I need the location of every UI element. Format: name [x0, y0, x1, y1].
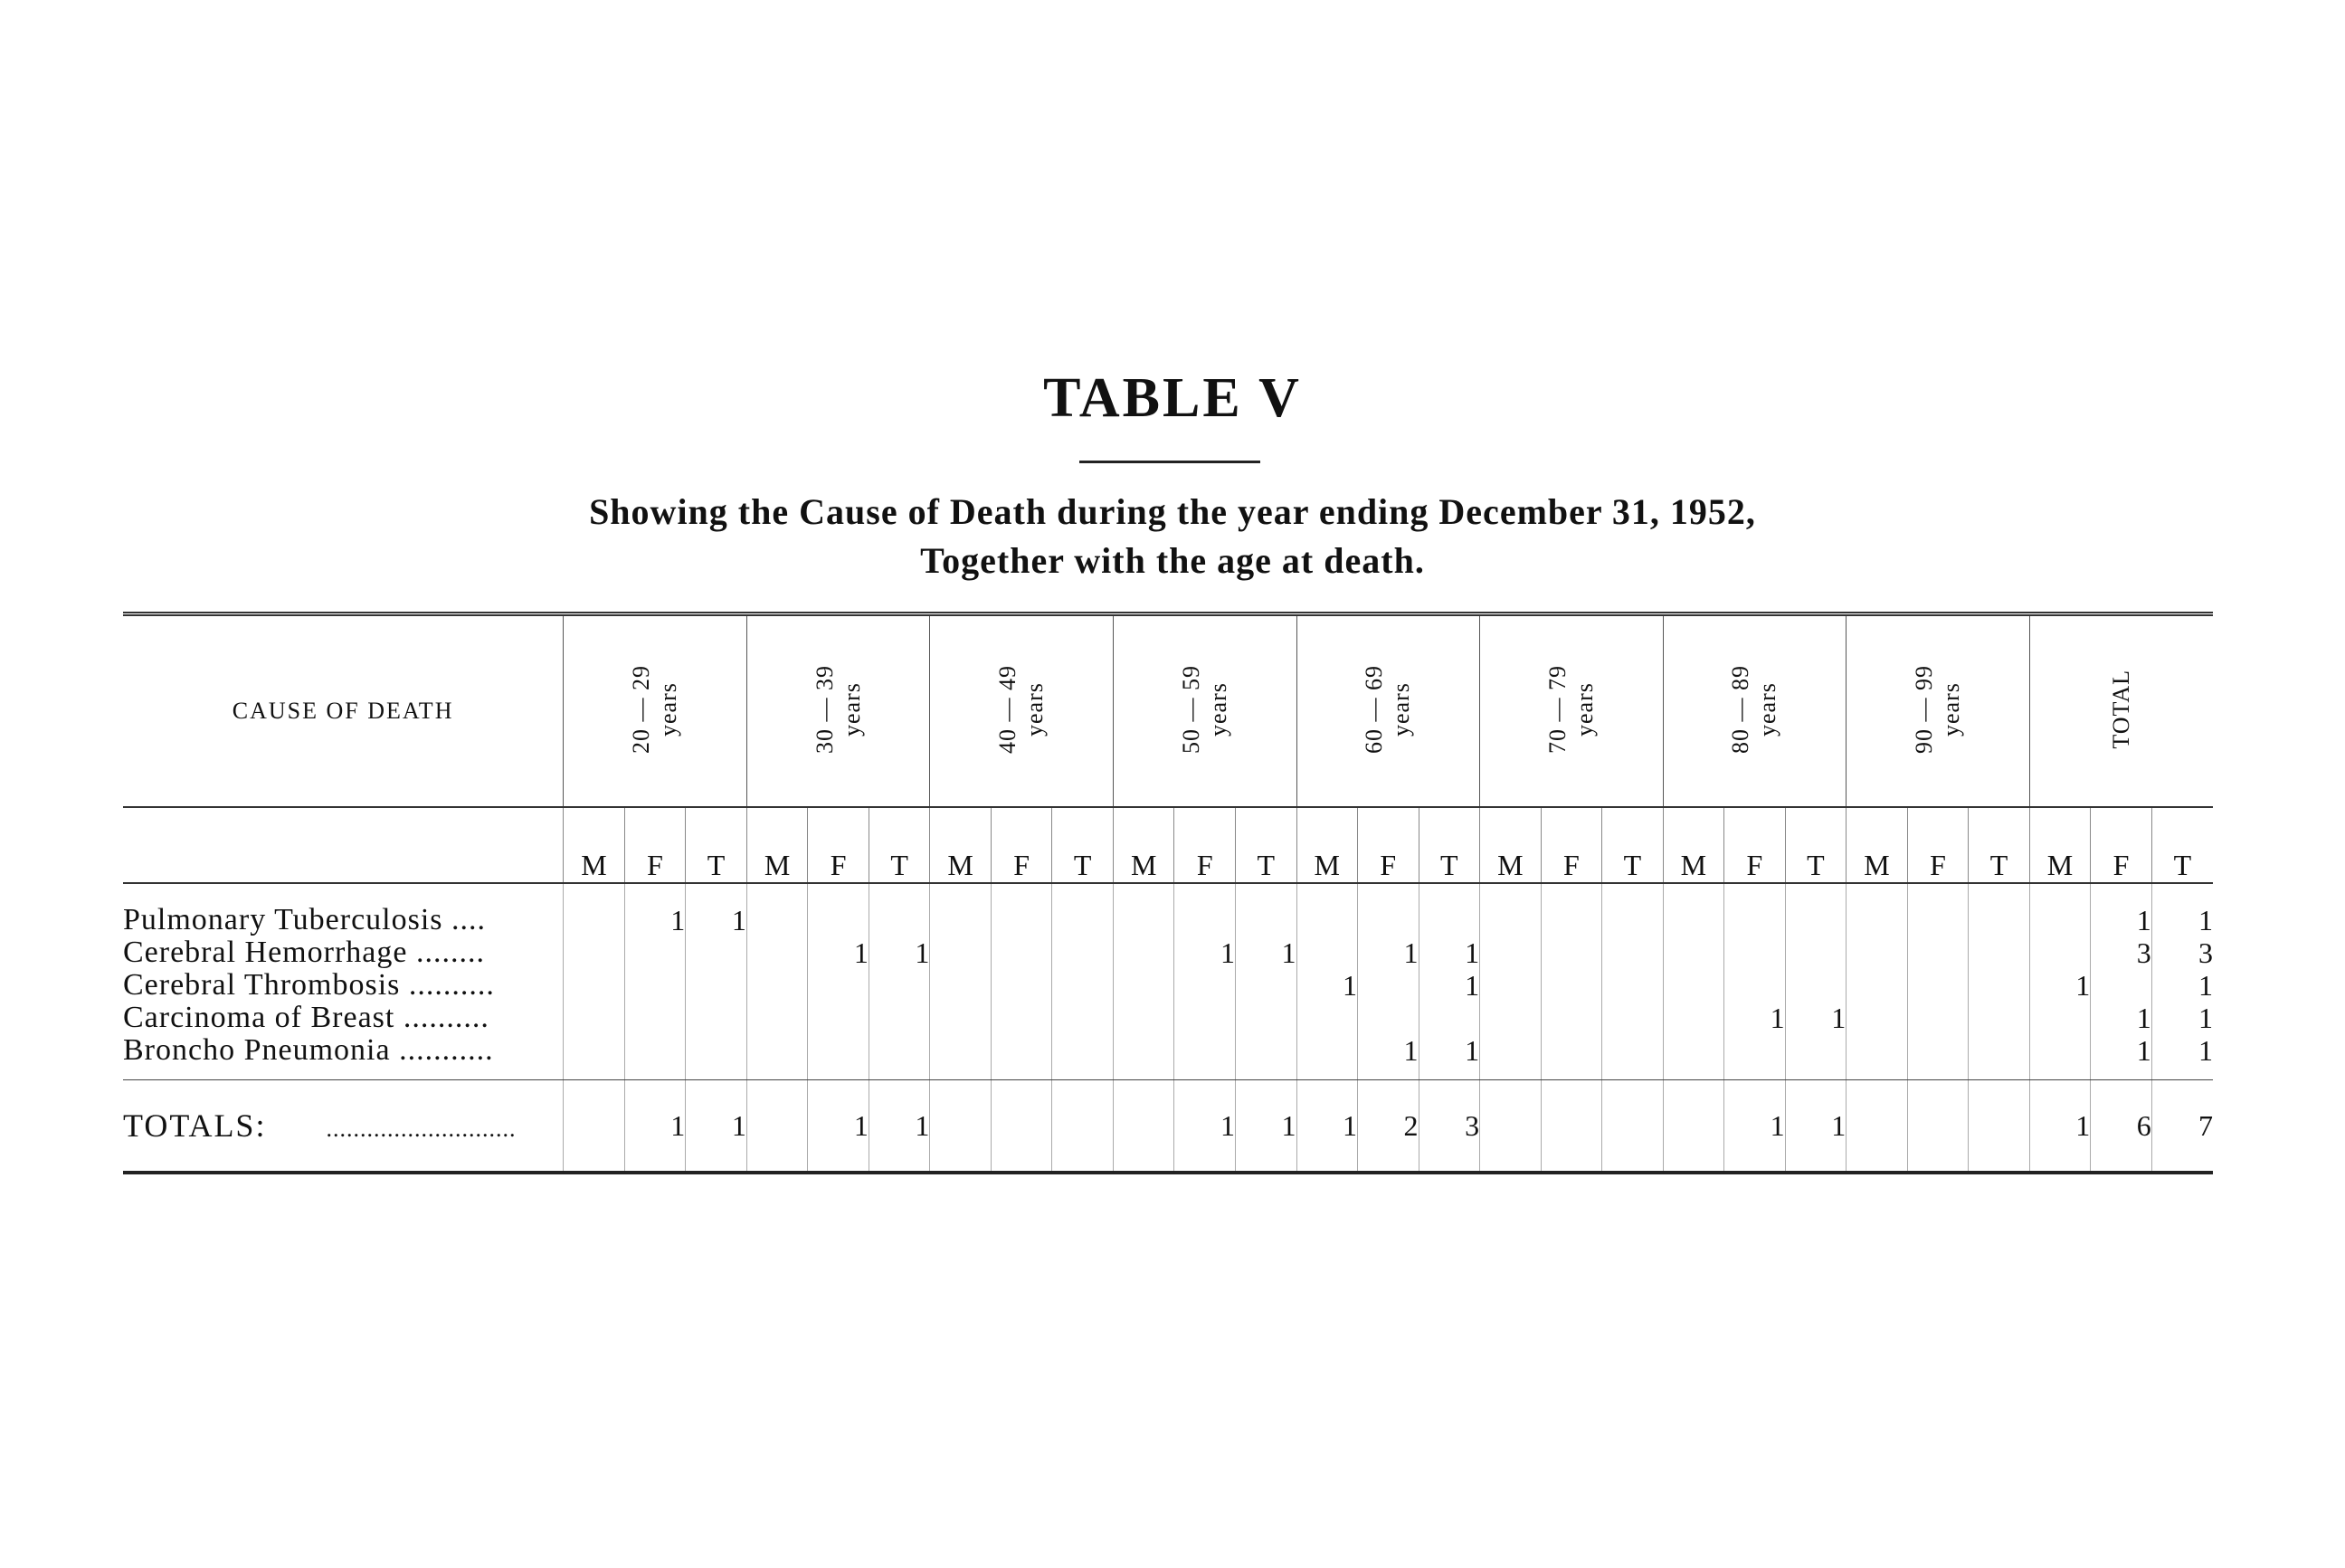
- count-cell: 1: [1358, 936, 1419, 969]
- count-cell: [1969, 969, 2030, 1002]
- count-cell: [746, 1002, 808, 1034]
- count-cell: [1113, 936, 1174, 969]
- count-cell: 1: [2029, 969, 2091, 1002]
- cause-label: Pulmonary Tuberculosis ....: [123, 903, 487, 936]
- count-cell: [1907, 969, 1969, 1002]
- count-cell: [624, 936, 686, 969]
- count-cell: [1663, 969, 1724, 1002]
- age-unit-label: years: [1937, 681, 1964, 736]
- count-cell: [686, 1034, 747, 1080]
- count-cell: [1480, 883, 1542, 936]
- sex-header-cell: T: [2151, 807, 2213, 883]
- count-cell: 1: [1419, 936, 1480, 969]
- count-cell: [1541, 1034, 1602, 1080]
- sex-header-cell: M: [2029, 807, 2091, 883]
- count-cell: [1785, 969, 1847, 1002]
- total-count-cell: [1052, 1080, 1114, 1174]
- count-cell: [930, 1034, 992, 1080]
- count-cell: 1: [2091, 1034, 2152, 1080]
- sex-header-cell: F: [624, 807, 686, 883]
- sex-header-cell: T: [1419, 807, 1480, 883]
- count-cell: [1541, 936, 1602, 969]
- count-cell: [746, 969, 808, 1002]
- age-group-header: [1296, 614, 1480, 808]
- count-cell: [1052, 936, 1114, 969]
- table-row: [123, 1002, 2213, 1034]
- total-count-cell: 6: [2091, 1080, 2152, 1174]
- age-range-label: 20 — 29: [628, 664, 655, 754]
- count-cell: 3: [2091, 936, 2152, 969]
- count-cell: [869, 1034, 930, 1080]
- age-unit-label: years: [1571, 681, 1598, 736]
- count-cell: [564, 1002, 625, 1034]
- count-cell: [1663, 936, 1724, 969]
- total-count-cell: [991, 1080, 1052, 1174]
- count-cell: [991, 883, 1052, 936]
- sex-header-cell: M: [1113, 807, 1174, 883]
- age-range-label: 70 — 79: [1543, 664, 1571, 754]
- count-cell: [2029, 883, 2091, 936]
- count-cell: [2029, 1034, 2091, 1080]
- sex-header-cell: T: [1052, 807, 1114, 883]
- count-cell: [746, 1034, 808, 1080]
- count-cell: [2091, 969, 2152, 1002]
- count-cell: [1724, 1034, 1786, 1080]
- count-cell: [1113, 969, 1174, 1002]
- cause-label: Cerebral Hemorrhage ........: [123, 936, 485, 969]
- count-cell: [1296, 936, 1358, 969]
- count-cell: [1907, 1034, 1969, 1080]
- count-cell: [686, 936, 747, 969]
- total-count-cell: 1: [1235, 1080, 1296, 1174]
- totals-row: [123, 1080, 2213, 1174]
- count-cell: [624, 1002, 686, 1034]
- count-cell: [1296, 1034, 1358, 1080]
- age-group-header: [1663, 614, 1847, 808]
- count-cell: [1847, 883, 1908, 936]
- count-cell: [1907, 936, 1969, 969]
- blank-cell: [123, 807, 564, 883]
- count-cell: [1847, 936, 1908, 969]
- count-cell: [930, 936, 992, 969]
- count-cell: 1: [1235, 936, 1296, 969]
- count-cell: 1: [1419, 969, 1480, 1002]
- age-unit-label: years: [1204, 681, 1231, 736]
- leader-dots: ............................: [326, 1116, 517, 1142]
- sex-header-row: [123, 807, 2213, 883]
- count-cell: [1296, 883, 1358, 936]
- age-unit-label: years: [838, 681, 865, 736]
- count-cell: [991, 1002, 1052, 1034]
- totals-label-cell: [123, 1080, 564, 1174]
- count-cell: 1: [1419, 1034, 1480, 1080]
- count-cell: [1847, 969, 1908, 1002]
- sex-header-cell: M: [746, 807, 808, 883]
- age-group-header: [1113, 614, 1296, 808]
- sex-header-cell: M: [1296, 807, 1358, 883]
- total-count-cell: 1: [2029, 1080, 2091, 1174]
- sex-header-cell: F: [1358, 807, 1419, 883]
- count-cell: [1663, 1002, 1724, 1034]
- count-cell: [686, 1002, 747, 1034]
- count-cell: [1724, 883, 1786, 936]
- count-cell: [1785, 883, 1847, 936]
- sex-header-cell: T: [1235, 807, 1296, 883]
- count-cell: [1174, 1002, 1236, 1034]
- count-cell: [746, 936, 808, 969]
- count-cell: [930, 1002, 992, 1034]
- count-cell: 1: [624, 883, 686, 936]
- count-cell: [1113, 1002, 1174, 1034]
- count-cell: 1: [2151, 883, 2213, 936]
- count-cell: [1419, 1002, 1480, 1034]
- cause-label: Cerebral Thrombosis ..........: [123, 969, 495, 1002]
- sex-header-cell: F: [991, 807, 1052, 883]
- table-row: [123, 883, 2213, 936]
- count-cell: [991, 1034, 1052, 1080]
- count-cell: [1480, 1034, 1542, 1080]
- count-cell: [808, 883, 869, 936]
- cause-of-death-header: CAUSE OF DEATH: [123, 614, 564, 808]
- count-cell: 1: [1724, 1002, 1786, 1034]
- sex-header-cell: T: [1969, 807, 2030, 883]
- total-count-cell: 1: [1785, 1080, 1847, 1174]
- table-row: [123, 969, 2213, 1002]
- count-cell: [1174, 1034, 1236, 1080]
- count-cell: [1602, 936, 1664, 969]
- total-count-cell: 1: [624, 1080, 686, 1174]
- count-cell: [808, 1034, 869, 1080]
- count-cell: [564, 969, 625, 1002]
- count-cell: [1602, 1034, 1664, 1080]
- count-cell: [869, 1002, 930, 1034]
- total-count-cell: [1847, 1080, 1908, 1174]
- cause-of-death-table-container: [123, 612, 2213, 1174]
- count-cell: [1969, 1002, 2030, 1034]
- count-cell: [1724, 936, 1786, 969]
- count-cell: [2029, 1002, 2091, 1034]
- total-count-cell: 7: [2151, 1080, 2213, 1174]
- total-count-cell: [1969, 1080, 2030, 1174]
- subtitle-line-1: Showing the Cause of Death during the year ending December 31, 1952,: [589, 491, 1756, 532]
- total-count-cell: 1: [1724, 1080, 1786, 1174]
- count-cell: [1785, 1034, 1847, 1080]
- sex-header-cell: F: [2091, 807, 2152, 883]
- count-cell: [1235, 883, 1296, 936]
- table-row: [123, 936, 2213, 969]
- total-count-cell: [564, 1080, 625, 1174]
- count-cell: [746, 883, 808, 936]
- age-unit-label: years: [1021, 681, 1049, 736]
- sex-header-cell: T: [686, 807, 747, 883]
- age-range-label: 80 — 89: [1727, 664, 1754, 754]
- sex-header-cell: F: [1174, 807, 1236, 883]
- count-cell: [1602, 1002, 1664, 1034]
- count-cell: [1113, 883, 1174, 936]
- count-cell: [1602, 969, 1664, 1002]
- count-cell: [1113, 1034, 1174, 1080]
- count-cell: 3: [2151, 936, 2213, 969]
- age-group-header: [564, 614, 747, 808]
- table-row: [123, 1034, 2213, 1080]
- age-group-header: [1847, 614, 2030, 808]
- total-count-cell: 2: [1358, 1080, 1419, 1174]
- sex-header-cell: F: [808, 807, 869, 883]
- count-cell: [1602, 883, 1664, 936]
- sex-header-cell: M: [1480, 807, 1542, 883]
- total-header: [2029, 614, 2213, 808]
- total-count-cell: 1: [686, 1080, 747, 1174]
- count-cell: [930, 883, 992, 936]
- count-cell: [1663, 883, 1724, 936]
- age-range-label: 60 — 69: [1361, 664, 1388, 754]
- age-group-header-row: [123, 614, 2213, 808]
- count-cell: [1419, 883, 1480, 936]
- count-cell: [869, 969, 930, 1002]
- count-cell: [1785, 936, 1847, 969]
- count-cell: [1907, 883, 1969, 936]
- count-cell: [1541, 969, 1602, 1002]
- total-count-cell: [1480, 1080, 1542, 1174]
- cause-of-death-table: [123, 612, 2213, 1174]
- count-cell: [624, 1034, 686, 1080]
- count-cell: [1663, 1034, 1724, 1080]
- sex-header-cell: M: [1847, 807, 1908, 883]
- total-count-cell: 3: [1419, 1080, 1480, 1174]
- total-count-cell: 1: [1174, 1080, 1236, 1174]
- count-cell: [1724, 969, 1786, 1002]
- count-cell: 1: [808, 936, 869, 969]
- count-cell: [1541, 1002, 1602, 1034]
- age-group-header: [930, 614, 1114, 808]
- cause-label: Broncho Pneumonia ...........: [123, 1034, 564, 1080]
- count-cell: [1480, 969, 1542, 1002]
- count-cell: [1235, 1034, 1296, 1080]
- count-cell: 1: [869, 936, 930, 969]
- total-count-cell: [930, 1080, 992, 1174]
- count-cell: [1358, 1002, 1419, 1034]
- age-unit-label: years: [1388, 681, 1415, 736]
- count-cell: [564, 883, 625, 936]
- count-cell: [564, 1034, 625, 1080]
- subtitle-line-2: Together with the age at death.: [920, 540, 1425, 581]
- sex-header-cell: M: [564, 807, 625, 883]
- age-group-header: [746, 614, 930, 808]
- count-cell: 1: [2151, 1034, 2213, 1080]
- age-range-label: 40 — 49: [994, 664, 1021, 754]
- count-cell: [1969, 936, 2030, 969]
- count-cell: [1358, 969, 1419, 1002]
- count-cell: [1358, 883, 1419, 936]
- count-cell: 1: [2091, 1002, 2152, 1034]
- count-cell: [2029, 936, 2091, 969]
- age-range-label: 30 — 39: [811, 664, 838, 754]
- count-cell: 1: [2091, 883, 2152, 936]
- total-count-cell: [1113, 1080, 1174, 1174]
- count-cell: 1: [686, 883, 747, 936]
- count-cell: [991, 936, 1052, 969]
- count-cell: 1: [1296, 969, 1358, 1002]
- count-cell: [564, 936, 625, 969]
- count-cell: [1480, 1002, 1542, 1034]
- total-count-cell: 1: [808, 1080, 869, 1174]
- count-cell: 1: [2151, 1002, 2213, 1034]
- count-cell: [869, 883, 930, 936]
- table-body: [123, 807, 2213, 1173]
- sex-header-cell: T: [1785, 807, 1847, 883]
- sex-header-cell: F: [1907, 807, 1969, 883]
- age-unit-label: years: [655, 681, 682, 736]
- spacer: [266, 1107, 326, 1144]
- total-count-cell: [746, 1080, 808, 1174]
- count-cell: [1847, 1002, 1908, 1034]
- age-unit-label: years: [1754, 681, 1781, 736]
- count-cell: [808, 969, 869, 1002]
- age-group-header: [1480, 614, 1664, 808]
- count-cell: [1052, 969, 1114, 1002]
- totals-label: TOTALS:: [123, 1107, 267, 1144]
- count-cell: [624, 969, 686, 1002]
- age-range-label: 90 — 99: [1910, 664, 1937, 754]
- total-count-cell: [1602, 1080, 1664, 1174]
- count-cell: [1235, 1002, 1296, 1034]
- sex-header-cell: M: [930, 807, 992, 883]
- count-cell: [686, 969, 747, 1002]
- count-cell: [1969, 1034, 2030, 1080]
- sex-header-cell: F: [1724, 807, 1786, 883]
- count-cell: [1235, 969, 1296, 1002]
- count-cell: [1541, 883, 1602, 936]
- count-cell: 1: [1174, 936, 1236, 969]
- count-cell: 1: [2151, 969, 2213, 1002]
- count-cell: 1: [1785, 1002, 1847, 1034]
- count-cell: [808, 1002, 869, 1034]
- count-cell: [1296, 1002, 1358, 1034]
- cause-label: Carcinoma of Breast ..........: [123, 1002, 489, 1034]
- count-cell: [1174, 969, 1236, 1002]
- count-cell: [1480, 936, 1542, 969]
- total-count-cell: 1: [869, 1080, 930, 1174]
- sex-header-cell: T: [1602, 807, 1664, 883]
- count-cell: [1907, 1002, 1969, 1034]
- count-cell: [1052, 1002, 1114, 1034]
- sex-header-cell: M: [1663, 807, 1724, 883]
- total-count-cell: [1541, 1080, 1602, 1174]
- table-title: TABLE V: [1043, 367, 1302, 429]
- total-count-cell: [1907, 1080, 1969, 1174]
- sex-header-cell: T: [869, 807, 930, 883]
- count-cell: [1052, 883, 1114, 936]
- count-cell: [1847, 1034, 1908, 1080]
- sex-header-cell: F: [1541, 807, 1602, 883]
- count-cell: 1: [1358, 1034, 1419, 1080]
- age-range-label: 50 — 59: [1177, 664, 1204, 754]
- count-cell: [991, 969, 1052, 1002]
- total-count-cell: 1: [1296, 1080, 1358, 1174]
- title-underline: [1079, 461, 1260, 463]
- count-cell: [1052, 1034, 1114, 1080]
- count-cell: [1174, 883, 1236, 936]
- total-header-label: TOTAL: [2107, 669, 2134, 749]
- total-count-cell: [1663, 1080, 1724, 1174]
- count-cell: [1969, 883, 2030, 936]
- count-cell: [930, 969, 992, 1002]
